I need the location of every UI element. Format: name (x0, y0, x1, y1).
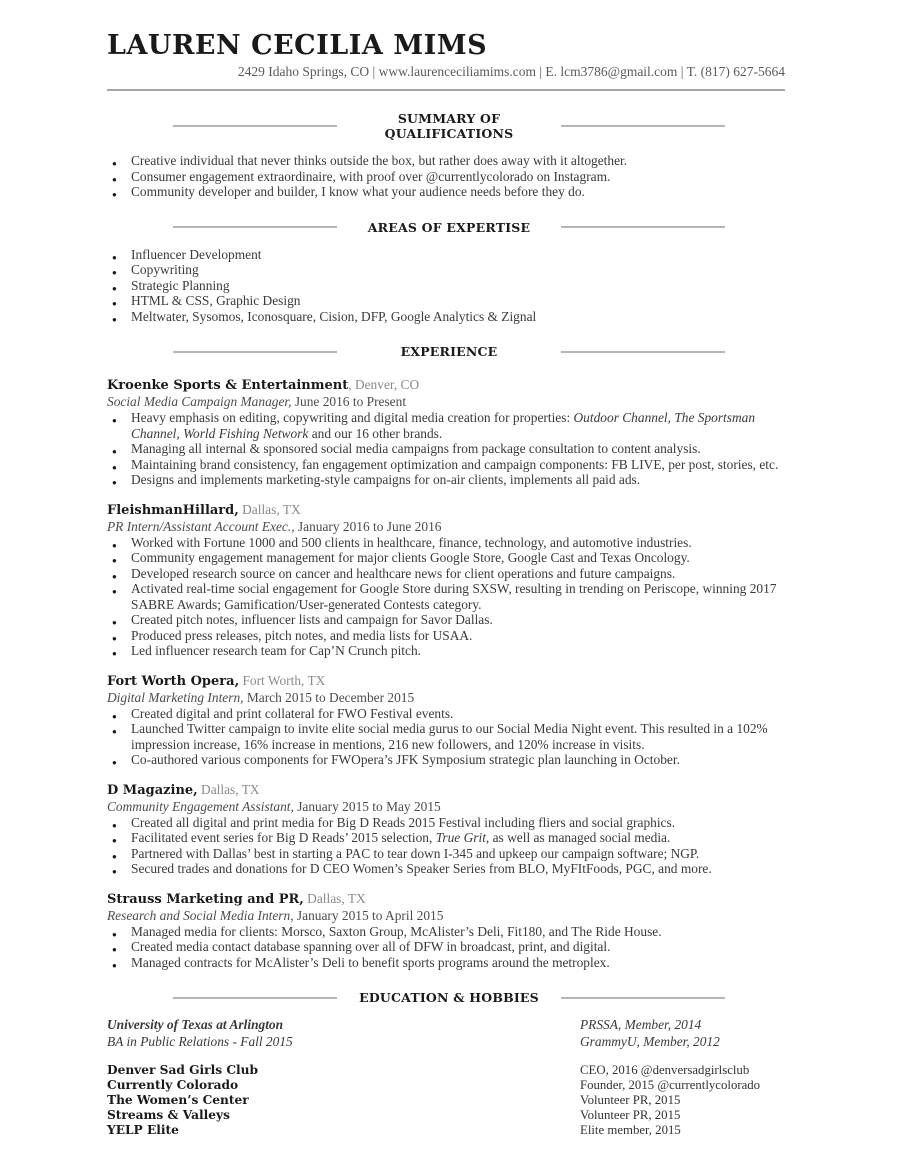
page-title: LAUREN CECILIA MIMS (107, 30, 488, 61)
bullet-text: Consumer engagement extraordinaire, with proof over @currentlycolorado on Instagram. (131, 168, 611, 184)
organization-row (107, 1078, 785, 1093)
job-company: Kroenke Sports & Entertainment (107, 378, 349, 394)
bullet-text: Created media contact database spanning over all of DFW in broadcast, print, and digital. (131, 939, 611, 955)
job-title: Social Media Campaign Manager, (107, 394, 292, 410)
bullet-text: Managed media for clients: Morsco, Saxton Group, McAlister’s Deli, Fit180, and The Ride House. (131, 923, 662, 939)
job-title-line (107, 799, 785, 815)
section-divider-line (561, 226, 725, 228)
bullet-item (107, 581, 785, 612)
organization-role: Elite member, 2015 (580, 1123, 681, 1138)
job-bullets (107, 706, 785, 768)
organization-row (107, 1063, 785, 1078)
bullet-item (107, 169, 785, 185)
education-row (107, 1034, 785, 1051)
section-divider-line (173, 125, 337, 127)
summary-list (107, 153, 785, 200)
bullet-item (107, 410, 785, 441)
organization-role: Founder, 2015 @currentlycolorado (580, 1078, 761, 1093)
job-entry (107, 890, 785, 971)
job-bullets (107, 535, 785, 659)
job-company-line (107, 501, 785, 519)
bullet-item (107, 247, 785, 263)
bullet-item (107, 309, 785, 325)
organization-name: Currently Colorado (107, 1078, 239, 1093)
section-header-summary (107, 111, 785, 141)
bullet-item (107, 472, 785, 488)
section-divider-line (173, 351, 337, 353)
bullet-text: Community developer and builder, I know what your audience needs before they do. (131, 184, 585, 200)
job-dates: January 2015 to May 2015 (293, 798, 441, 814)
organization-row (107, 1093, 785, 1108)
job-entry (107, 501, 785, 659)
bullet-text: Designs and implements marketing-style campaigns for on-air clients, implements all paid ads. (131, 472, 641, 488)
bullet-text: Maintaining brand consistency, fan engagement optimization and campaign components: FB LIVE, per post, stories, etc. (131, 456, 779, 472)
bullet-item (107, 293, 785, 309)
job-title-line (107, 519, 785, 535)
education-left: University of Texas at Arlington (107, 1017, 284, 1033)
bullet-text: Partnered with Dallas’ best in starting a PAC to tear down I-345 and upkeep our campaign software; NGP. (131, 845, 700, 861)
organization-row (107, 1123, 785, 1138)
bullet-item (107, 643, 785, 659)
section-title: AREAS OF EXPERTISE (367, 219, 531, 235)
contact-line: 2429 Idaho Springs, CO | www.laurenceciliamims.com | E. lcm3786@gmail.com | T. (817) 627-5664 (237, 64, 785, 80)
job-bullets (107, 924, 785, 971)
organization-name: Denver Sad Girls Club (107, 1063, 259, 1078)
education-row (107, 1017, 785, 1034)
bullet-text: Led influencer research team for Cap’N Crunch pitch. (131, 643, 422, 659)
bullet-item (107, 153, 785, 169)
organization-role: CEO, 2016 @denversadgirlsclub (580, 1063, 750, 1078)
section-divider-line (173, 997, 337, 999)
expertise-list (107, 247, 785, 325)
job-company-line (107, 376, 785, 394)
organization-name: The Women’s Center (107, 1093, 249, 1108)
organization-row (107, 1108, 785, 1123)
section-divider-line (561, 997, 725, 999)
bullet-text: Co-authored various components for FWOpera’s JFK Symposium strategic plan launching in October. (131, 752, 680, 768)
bullet-text: Copywriting (131, 262, 199, 278)
header-divider (107, 89, 785, 91)
bullet-text: Launched Twitter campaign to invite elite social media gurus to our Social Media Night event. This resulted in a 102% impression increase, 16% increase in mentions, 216 new followers, and 120% increase in visits. (131, 721, 768, 752)
section-divider-line (561, 351, 725, 353)
job-title: Community Engagement Assistant, (107, 798, 294, 814)
section-divider-line (561, 125, 725, 127)
job-location: , Denver, CO (348, 377, 420, 393)
job-title: PR Intern/Assistant Account Exec., (107, 518, 295, 534)
section-divider-line (173, 226, 337, 228)
bullet-text: Produced press releases, pitch notes, and media lists for USAA. (131, 627, 473, 643)
bullet-item (107, 550, 785, 566)
bullet-text: Secured trades and donations for D CEO Women’s Speaker Series from BLO, MyFItFoods, PGC, and more. (131, 861, 712, 877)
job-title: Digital Marketing Intern, (107, 689, 244, 705)
bullet-item (107, 861, 785, 877)
job-location: Fort Worth, TX (239, 672, 326, 688)
bullet-text: Created digital and print collateral for FWO Festival events. (131, 705, 454, 721)
bullet-item (107, 457, 785, 473)
bullet-text: Managed contracts for McAlister’s Deli to benefit sports programs around the metroplex. (131, 954, 610, 970)
bullet-text: Activated real-time social engagement for Google Store during SXSW, resulting in trending on Periscope, winning 2017 SABRE Awards; Gamification/User-generated Contests category. (131, 581, 777, 612)
bullet-text: Community engagement management for major clients Google Store, Google Cast and Texas Oncology. (131, 550, 690, 566)
bullet-item (107, 612, 785, 628)
section-header-expertise (107, 220, 785, 235)
bullet-item (107, 939, 785, 955)
bullet-text: Heavy emphasis on editing, copywriting and digital media creation for properties: Outdoor Channel, The Sportsman Channel, World Fishing Network and our 16 other brands. (131, 410, 756, 441)
job-title-line (107, 394, 785, 410)
organization-name: Streams & Valleys (107, 1108, 230, 1123)
job-entry (107, 672, 785, 768)
section-title: EDUCATION & HOBBIES (359, 990, 539, 1006)
job-entry (107, 781, 785, 877)
bullet-item (107, 262, 785, 278)
bullet-item (107, 535, 785, 551)
section-header-experience (107, 344, 785, 359)
organization-rows (107, 1063, 785, 1138)
bullet-item (107, 441, 785, 457)
bullet-item (107, 184, 785, 200)
job-location: Dallas, TX (197, 781, 260, 797)
bullet-text: Influencer Development (131, 246, 262, 262)
experience-jobs (107, 376, 785, 970)
bullet-text: Created pitch notes, influencer lists and campaign for Savor Dallas. (131, 612, 493, 628)
bullet-text: Strategic Planning (131, 277, 230, 293)
bullet-text: Created all digital and print media for Big D Reads 2015 Festival including fliers and social graphics. (131, 814, 676, 830)
bullet-item (107, 628, 785, 644)
job-company-line (107, 672, 785, 690)
bullet-text: Worked with Fortune 1000 and 500 clients in healthcare, finance, technology, and automotive industries. (131, 534, 692, 550)
bullet-text: Creative individual that never thinks outside the box, but rather does away with it altogether. (131, 153, 628, 169)
bullet-text: Facilitated event series for Big D Reads’ 2015 selection, True Grit, as well as managed social media. (131, 830, 671, 846)
bullet-text: Developed research source on cancer and healthcare news for client operations and future campaigns. (131, 565, 676, 581)
job-title: Research and Social Media Intern, (107, 907, 294, 923)
job-dates: January 2016 to June 2016 (294, 518, 442, 534)
job-company: Fort Worth Opera, (107, 673, 240, 689)
job-company: D Magazine, (107, 782, 198, 798)
job-bullets (107, 815, 785, 877)
organization-role: Volunteer PR, 2015 (580, 1108, 681, 1123)
bullet-item (107, 846, 785, 862)
education-right: PRSSA, Member, 2014 (580, 1017, 702, 1033)
job-entry (107, 376, 785, 488)
job-company-line (107, 890, 785, 908)
section-title: EXPERIENCE (400, 344, 498, 360)
job-company: Strauss Marketing and PR, (107, 891, 304, 907)
bullet-text: HTML & CSS, Graphic Design (131, 293, 301, 309)
bullet-text: Meltwater, Sysomos, Iconosquare, Cision, DFP, Google Analytics & Zignal (131, 308, 537, 324)
job-company: FleishmanHillard, (107, 502, 239, 518)
job-title-line (107, 690, 785, 706)
organization-role: Volunteer PR, 2015 (580, 1093, 681, 1108)
section-header-education (107, 990, 785, 1005)
bullet-item (107, 706, 785, 722)
bullet-item (107, 924, 785, 940)
job-dates: June 2016 to Present (291, 394, 407, 410)
job-dates: January 2015 to April 2015 (293, 907, 444, 923)
organization-name: YELP Elite (107, 1123, 179, 1138)
bullet-item (107, 752, 785, 768)
education-left: BA in Public Relations - Fall 2015 (107, 1033, 293, 1049)
resume-header (107, 30, 785, 91)
bullet-item (107, 955, 785, 971)
job-bullets (107, 410, 785, 488)
bullet-item (107, 830, 785, 846)
bullet-item (107, 278, 785, 294)
bullet-item (107, 815, 785, 831)
job-company-line (107, 781, 785, 799)
bullet-text: Managing all internal & sponsored social media campaigns from package consultation to content analysis. (131, 441, 701, 457)
education-right: GrammyU, Member, 2012 (580, 1033, 720, 1049)
job-location: Dallas, TX (303, 890, 366, 906)
section-title: SUMMARY OF QUALIFICATIONS (384, 111, 514, 142)
job-dates: March 2015 to December 2015 (243, 689, 415, 705)
bullet-item (107, 721, 785, 752)
education-rows (107, 1017, 785, 1050)
job-location: Dallas, TX (238, 501, 301, 517)
bullet-item (107, 566, 785, 582)
job-title-line (107, 908, 785, 924)
